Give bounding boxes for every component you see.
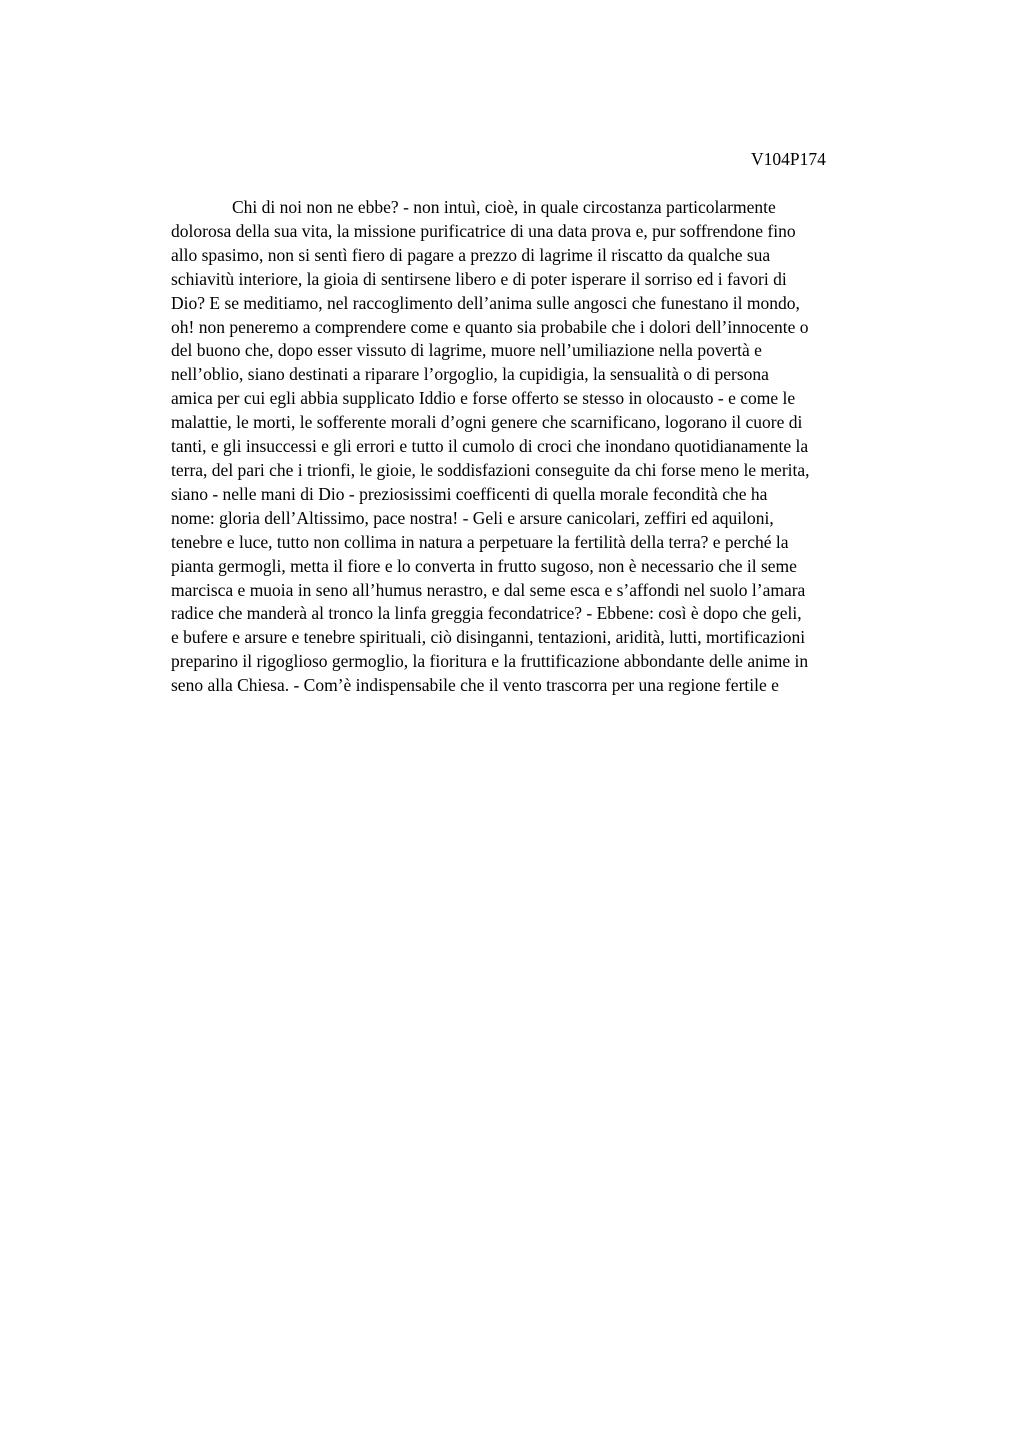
text-line: seno alla Chiesa. - Com’è indispensabile che il vento trascorra per una regione fertile e [171, 675, 779, 696]
page-identifier: V104P174 [751, 149, 826, 169]
body-paragraph [171, 196, 931, 698]
text-line: malattie, le morti, le sofferente morali d’ogni genere che scarnificano, logorano il cuore di [171, 412, 803, 433]
text-line: del buono che, dopo esser vissuto di lagrime, muore nell’umiliazione nella povertà e [171, 340, 762, 361]
text-line: siano - nelle mani di Dio - preziosissimi coefficenti di quella morale fecondità che ha [171, 483, 768, 504]
text-line: nome: gloria dell’Altissimo, pace nostra! - Geli e arsure canicolari, zeffiri ed aquiloni, [171, 507, 774, 528]
text-line: amica per cui egli abbia supplicato Iddio e forse offerto se stesso in olocausto - e come le [171, 388, 796, 409]
text-line: tenebre e luce, tutto non collima in natura a perpetuare la fertilità della terra? e perché la [171, 531, 789, 552]
text-line: Dio? E se meditiamo, nel raccoglimento dell’anima sulle angosci che funestano il mondo, [171, 292, 800, 313]
text-line: allo spasimo, non si sentì fiero di pagare a prezzo di lagrime il riscatto da qualche sua [171, 244, 771, 265]
text-line: tanti, e gli insuccessi e gli errori e tutto il cumolo di croci che inondano quotidianamente la [171, 436, 809, 457]
text-line: schiavitù interiore, la gioia di sentirsene libero e di poter isperare il sorriso ed i favori di [171, 268, 787, 289]
text-line: preparino il rigoglioso germoglio, la fioritura e la fruttificazione abbondante delle anime in [171, 651, 809, 672]
text-line: oh! non peneremo a comprendere come e quanto sia probabile che i dolori dell’innocente o [171, 316, 809, 337]
text-line: dolorosa della sua vita, la missione purificatrice di una data prova e, pur soffrendone fino [171, 220, 796, 241]
text-line: terra, del pari che i trionfi, le gioie, le soddisfazioni conseguite da chi forse meno le merita, [171, 459, 810, 480]
text-line: nell’oblio, siano destinati a riparare l’orgoglio, la cupidigia, la sensualità o di persona [171, 364, 769, 385]
text-line: radice che manderà al tronco la linfa greggia fecondatrice? - Ebbene: così è dopo che geli, [171, 603, 802, 624]
text-line: Chi di noi non ne ebbe? - non intuì, cioè, in quale circostanza particolarmente [232, 197, 776, 217]
text-line: pianta germogli, metta il fiore e lo converta in frutto sugoso, non è necessario che il seme [171, 555, 797, 576]
text-line: marcisca e muoia in seno all’humus nerastro, e dal seme esca e s’affondi nel suolo l’amara [171, 579, 806, 600]
text-line: e bufere e arsure e tenebre spirituali, ciò disinganni, tentazioni, aridità, lutti, mortificazioni [171, 627, 806, 648]
